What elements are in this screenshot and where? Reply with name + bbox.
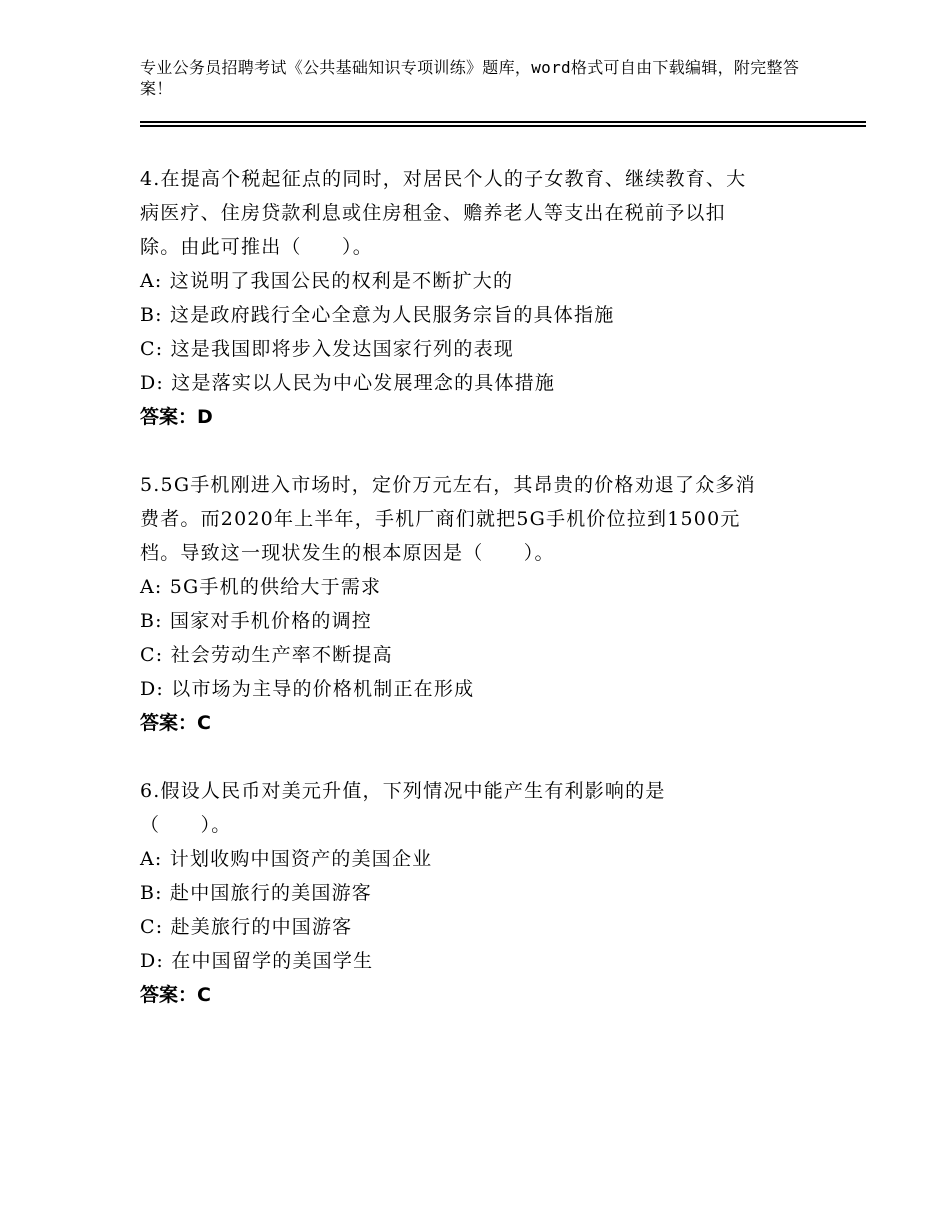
question-stem-line: 5.5G手机刚进入市场时，定价万元左右，其昂贵的价格劝退了众多消 <box>140 474 756 496</box>
header-divider-bottom <box>140 125 866 127</box>
question-stem-line: 档。导致这一现状发生的根本原因是（ ）。 <box>140 542 555 564</box>
question-stem-line: （ ）。 <box>140 814 232 836</box>
document-header: 专业公务员招聘考试《公共基础知识专项训练》题库，word格式可自由下载编辑，附完整答案！ <box>140 58 800 98</box>
option-b: B: 这是政府践行全心全意为人民服务宗旨的具体指施 <box>140 304 615 326</box>
option-c: C: 这是我国即将步入发达国家行列的表现 <box>140 338 514 360</box>
answer-label: 答案：C <box>140 712 211 734</box>
option-d: D: 以市场为主导的价格机制正在形成 <box>140 678 475 700</box>
question-stem-line: 4.在提高个税起征点的同时，对居民个人的子女教育、继续教育、大 <box>140 168 747 190</box>
option-a: A: 计划收购中国资产的美国企业 <box>140 848 433 870</box>
option-a: A: 这说明了我国公民的权利是不断扩大的 <box>140 270 514 292</box>
question-stem-line: 6.假设人民币对美元升值，下列情况中能产生有利影响的是 <box>140 780 666 802</box>
header-divider-top <box>140 121 866 123</box>
option-c: C: 社会劳动生产率不断提高 <box>140 644 393 666</box>
option-a: A: 5G手机的供给大于需求 <box>140 576 382 598</box>
option-b: B: 国家对手机价格的调控 <box>140 610 373 632</box>
question-stem-line: 病医疗、住房贷款利息或住房租金、赡养老人等支出在税前予以扣 <box>140 202 726 224</box>
option-b: B: 赴中国旅行的美国游客 <box>140 882 373 904</box>
option-d: D: 在中国留学的美国学生 <box>140 950 374 972</box>
question-stem-line: 除。由此可推出（ ）。 <box>140 236 373 258</box>
question-stem-line: 费者。而2020年上半年，手机厂商们就把5G手机价位拉到1500元 <box>140 508 741 530</box>
option-d: D: 这是落实以人民为中心发展理念的具体措施 <box>140 372 556 394</box>
question-5 <box>140 468 830 740</box>
question-4 <box>140 162 830 434</box>
answer-label: 答案：D <box>140 406 213 428</box>
question-6 <box>140 774 830 1012</box>
answer-label: 答案：C <box>140 984 211 1006</box>
option-c: C: 赴美旅行的中国游客 <box>140 916 353 938</box>
